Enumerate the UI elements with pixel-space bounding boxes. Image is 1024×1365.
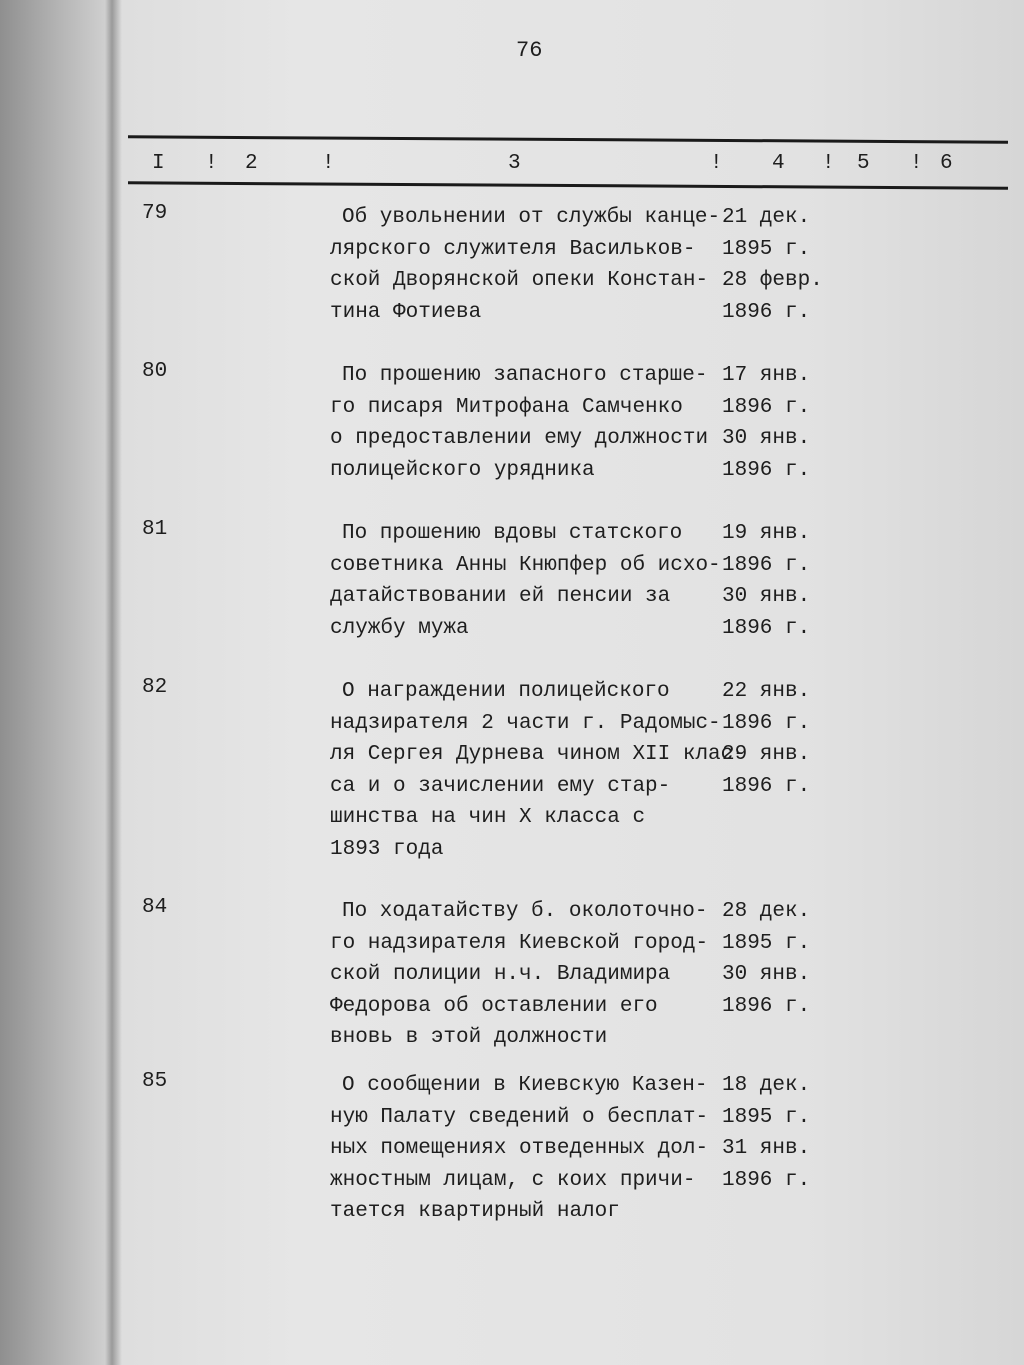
entry-number: 85: [142, 1070, 168, 1093]
date-line: 19 янв.: [722, 522, 811, 545]
date-line: 1895 г.: [722, 237, 811, 261]
entry-dates: [722, 896, 810, 1022]
entry-description: [330, 676, 746, 865]
description-line: го писаря Митрофана Самченко: [330, 395, 683, 419]
column-header: I: [152, 152, 165, 175]
description-line: надзирателя 2 части г. Радомыс-: [330, 711, 721, 735]
entry-number: 82: [142, 676, 168, 699]
description-line: ской полиции н.ч. Владимира: [330, 963, 671, 986]
date-line: 1895 г.: [722, 931, 811, 955]
date-line: 1896 г.: [722, 774, 811, 798]
date-line: 1896 г.: [722, 553, 811, 577]
column-separator: !: [910, 152, 923, 175]
entry-dates: [722, 518, 810, 644]
description-line: лярского служителя Васильков-: [330, 237, 696, 261]
date-line: 1896 г.: [722, 395, 811, 419]
table-header-rule: [128, 181, 1008, 189]
date-line: 1895 г.: [722, 1105, 811, 1129]
description-line: По прошению вдовы статского: [342, 522, 683, 545]
description-line: тина Фотиева: [330, 300, 482, 324]
entry-number: 81: [142, 518, 168, 541]
date-line: 18 дек.: [722, 1074, 811, 1097]
entry-dates: [722, 360, 810, 486]
entry-number: 79: [142, 202, 168, 225]
description-line: са и о зачислении ему стар-: [330, 774, 671, 798]
description-line: О награждении полицейского: [342, 680, 670, 703]
description-line: Федорова об оставлении его: [330, 994, 658, 1018]
description-line: шинства на чин X класса с: [330, 806, 646, 829]
date-line: 1896 г.: [722, 300, 811, 324]
column-header: 3: [508, 152, 521, 175]
column-separator: !: [710, 152, 723, 175]
entry-description: [330, 360, 708, 486]
column-separator: !: [322, 152, 335, 175]
description-line: По прошению запасного старше-: [342, 364, 708, 387]
table-top-rule: [128, 135, 1008, 143]
date-line: 30 янв.: [722, 585, 811, 608]
column-header: 2: [245, 152, 258, 175]
description-line: 1893 года: [330, 837, 444, 861]
entry-number: 84: [142, 896, 168, 919]
description-line: службу мужа: [330, 616, 469, 640]
description-line: ской Дворянской опеки Констан-: [330, 269, 709, 292]
entry-number: 80: [142, 360, 168, 383]
description-line: ля Сергея Дурнева чином XII клас-: [330, 743, 746, 766]
description-line: ных помещениях отведенных дол-: [330, 1137, 709, 1160]
column-header: 6: [940, 152, 953, 175]
description-line: о предоставлении ему должности: [330, 427, 709, 450]
date-line: 28 февр.: [722, 269, 823, 292]
date-line: 28 дек.: [722, 900, 811, 923]
description-line: полицейского урядника: [330, 458, 595, 482]
description-line: жностным лицам, с коих причи-: [330, 1168, 696, 1192]
description-line: вновь в этой должности: [330, 1026, 608, 1049]
description-line: тается квартирный налог: [330, 1200, 620, 1223]
date-line: 30 янв.: [722, 427, 811, 450]
entry-dates: [722, 1070, 810, 1196]
description-line: По ходатайству б. околоточно-: [342, 900, 708, 923]
date-line: 17 янв.: [722, 364, 811, 387]
description-line: советника Анны Кнюпфер об исхо-: [330, 553, 721, 577]
date-line: 1896 г.: [722, 711, 811, 735]
description-line: Об увольнении от службы канце-: [342, 206, 721, 229]
entry-dates: [722, 676, 810, 802]
date-line: 22 янв.: [722, 680, 811, 703]
entry-description: [330, 202, 720, 328]
description-line: го надзирателя Киевской город-: [330, 931, 709, 955]
date-line: 29 янв.: [722, 743, 811, 766]
column-separator: !: [205, 152, 218, 175]
entry-description: [330, 1070, 708, 1228]
date-line: 1896 г.: [722, 616, 811, 640]
entry-description: [330, 518, 721, 644]
entry-dates: [722, 202, 823, 328]
date-line: 21 дек.: [722, 206, 811, 229]
column-header: 4: [772, 152, 785, 175]
date-line: 1896 г.: [722, 994, 811, 1018]
date-line: 30 янв.: [722, 963, 811, 986]
description-line: О сообщении в Киевскую Казен-: [342, 1074, 708, 1097]
column-header: 5: [857, 152, 870, 175]
description-line: ную Палату сведений о бесплат-: [330, 1105, 709, 1129]
entry-description: [330, 896, 708, 1054]
date-line: 1896 г.: [722, 458, 811, 482]
date-line: 1896 г.: [722, 1168, 811, 1192]
date-line: 31 янв.: [722, 1137, 811, 1160]
description-line: датайствовании ей пенсии за: [330, 585, 671, 608]
column-separator: !: [822, 152, 835, 175]
page-number: 76: [516, 38, 543, 63]
